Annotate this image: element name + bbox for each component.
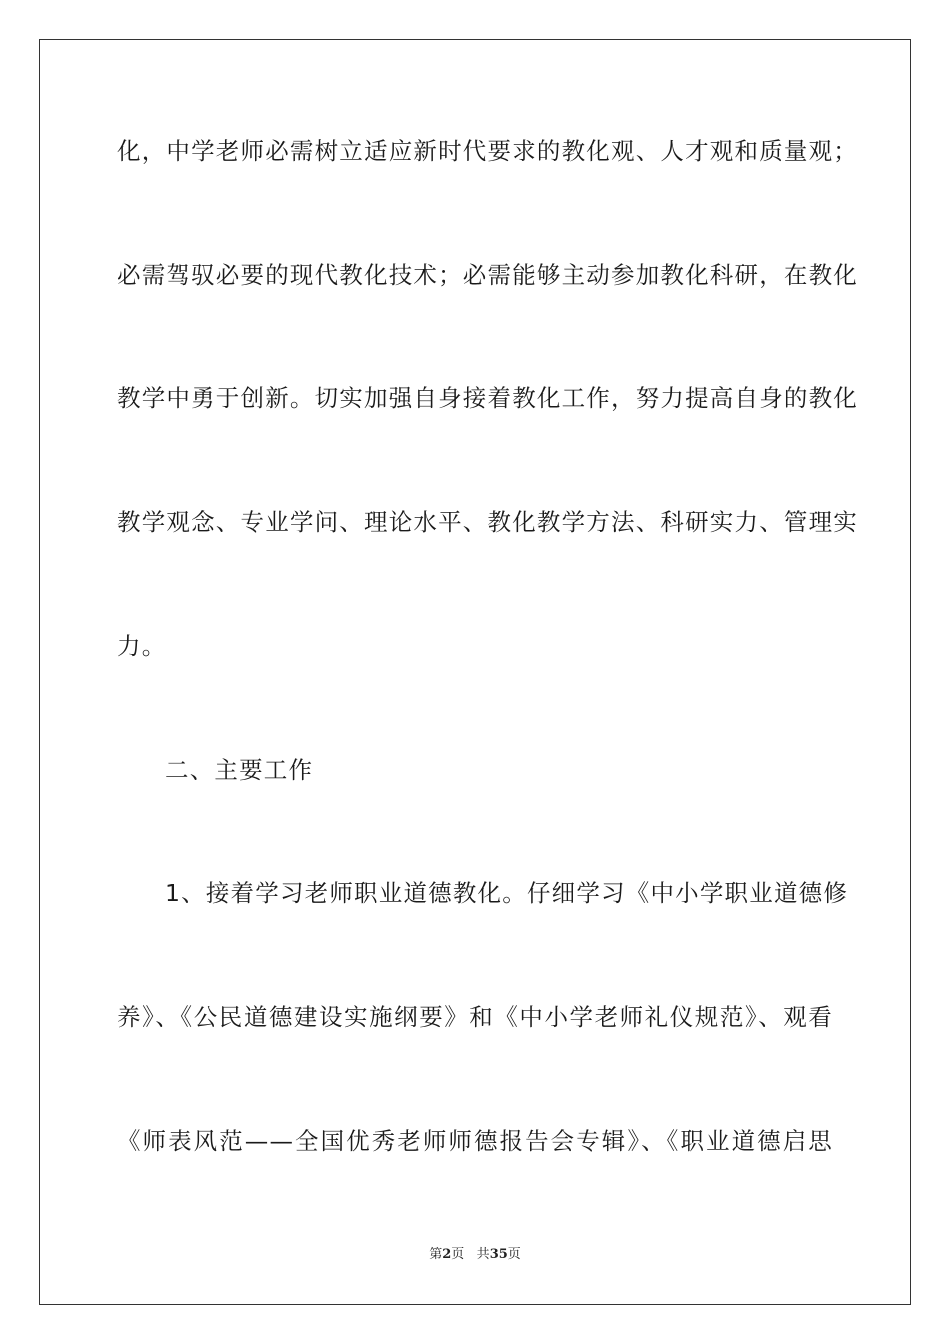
body-text-line-5: 力。 — [117, 632, 167, 660]
total-pages: 35 — [489, 1247, 508, 1262]
body-text-line-3: 教学中勇于创新。切实加强自身接着教化工作，努力提高自身的教化 — [117, 384, 858, 412]
page-prefix: 第 — [429, 1247, 443, 1262]
body-text-line-7: 1、接着学习老师职业道德教化。仔细学习《中小学职业道德修 — [165, 879, 849, 907]
page-border — [39, 39, 911, 1305]
page-number: 2 — [442, 1247, 452, 1262]
body-text-line-1: 化，中学老师必需树立适应新时代要求的教化观、人才观和质量观； — [117, 137, 858, 165]
page-suffix: 页 — [451, 1247, 465, 1262]
body-text-line-8: 养》、《公民道德建设实施纲要》和《中小学老师礼仪规范》、观看 — [117, 1003, 833, 1031]
body-text-line-9: 《师表风范——全国优秀老师师德报告会专辑》、《职业道德启思 — [117, 1127, 833, 1155]
body-text-line-4: 教学观念、专业学问、理论水平、教化教学方法、科研实力、管理实 — [117, 508, 858, 536]
section-heading: 二、主要工作 — [165, 756, 314, 784]
total-prefix: 共 — [476, 1247, 490, 1262]
body-text-line-2: 必需驾驭必要的现代教化技术；必需能够主动参加教化科研，在教化 — [117, 261, 858, 289]
total-suffix: 页 — [507, 1247, 521, 1262]
page-footer — [0, 1247, 950, 1263]
